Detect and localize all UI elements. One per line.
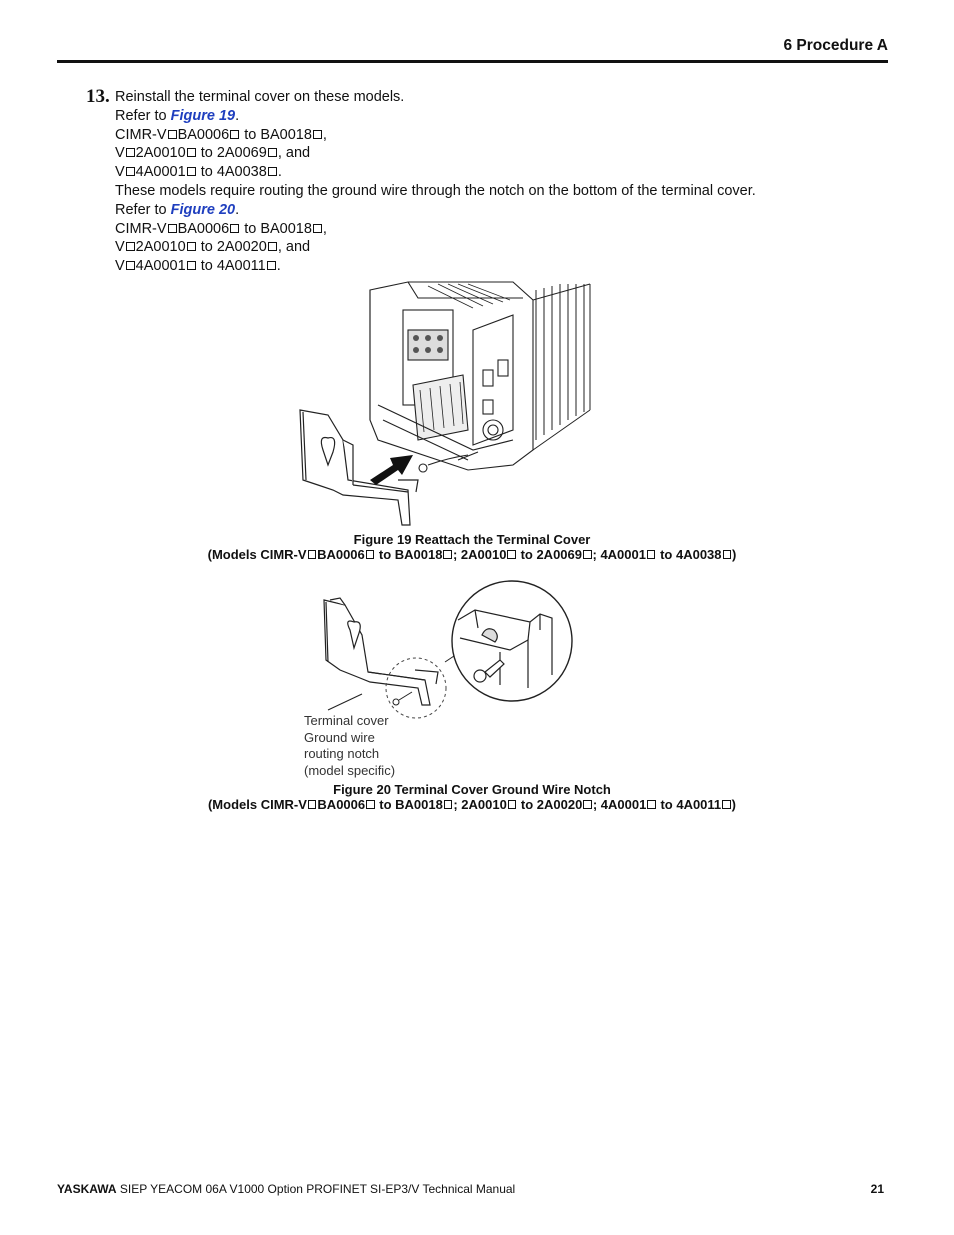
model-prefix: V (115, 164, 125, 181)
terminal-cover-callout (304, 713, 395, 779)
model-to: to 2A0020 (196, 239, 267, 256)
placeholder-box (308, 800, 317, 809)
callout-line: (model specific) (304, 762, 396, 778)
caption-text: to 4A0011 (656, 796, 722, 812)
figure-20-caption-title: Figure 20 Terminal Cover Ground Wire Notch (333, 782, 611, 797)
caption-text: ; 4A0001 (592, 796, 647, 812)
placeholder-box (647, 800, 656, 809)
model-from: 4A0001 (135, 164, 186, 181)
placeholder-box (168, 130, 177, 139)
placeholder-box (313, 224, 322, 233)
placeholder-box (126, 242, 135, 251)
refer-prefix: Refer to (115, 201, 171, 218)
placeholder-box (508, 800, 517, 809)
placeholder-box (507, 550, 516, 559)
caption-text: ; 2A0010 (453, 796, 507, 812)
placeholder-box (723, 550, 732, 559)
placeholder-box (583, 800, 592, 809)
caption-text: to 2A0020 (517, 796, 583, 812)
routing-note: These models require routing the ground wire through the notch on the bottom of the terminal cover. (115, 182, 756, 199)
figure-20-link[interactable]: Figure 20 (170, 201, 236, 218)
caption-text: (Models CIMR-V (207, 546, 307, 562)
caption-text: to BA0018 (375, 546, 443, 562)
model-from: 2A0010 (135, 239, 186, 256)
caption-text: BA0006 (317, 546, 365, 562)
placeholder-box (443, 550, 452, 559)
caption-text: ; 4A0001 (592, 546, 646, 562)
model-to: to BA0018 (240, 220, 312, 237)
placeholder-box (444, 800, 453, 809)
placeholder-box (187, 242, 196, 251)
model-prefix: V (115, 239, 125, 256)
model-prefix: CIMR-V (115, 220, 167, 237)
model-from: 4A0001 (135, 258, 186, 275)
model-to: to 4A0038 (196, 164, 267, 181)
model-suffix: , (322, 126, 327, 143)
caption-text: ) (731, 796, 737, 812)
page-number: 21 (870, 1182, 884, 1196)
model-suffix: , and (277, 145, 311, 162)
model-suffix: . (277, 164, 282, 181)
model-to: to BA0018 (240, 126, 312, 143)
model-line (115, 220, 875, 239)
model-line (115, 257, 875, 276)
figure-19-caption-title: Figure 19 Reattach the Terminal Cover (353, 532, 591, 547)
placeholder-box (268, 242, 277, 251)
placeholder-box (366, 800, 375, 809)
model-line (115, 163, 875, 182)
refer-suffix: . (235, 201, 240, 218)
instruction-text: Reinstall the terminal cover on these models. (115, 89, 405, 105)
callout-line: routing notch (304, 746, 380, 761)
caption-text: to 2A0069 (516, 546, 582, 562)
figure-19-caption (0, 533, 944, 562)
figure-19-link[interactable]: Figure 19 (170, 107, 236, 124)
caption-text: to BA0018 (375, 796, 443, 812)
step-number: 13. (86, 86, 110, 107)
placeholder-box (230, 224, 239, 233)
placeholder-box (722, 800, 731, 809)
placeholder-box (366, 550, 375, 559)
model-prefix: CIMR-V (115, 126, 167, 143)
refer-line-19 (115, 107, 875, 126)
refer-prefix: Refer to (115, 107, 171, 124)
model-prefix: V (115, 145, 125, 162)
placeholder-box (647, 550, 656, 559)
placeholder-box (187, 148, 196, 157)
caption-text: ) (732, 546, 737, 562)
model-suffix: . (276, 258, 281, 275)
callout-line: Ground wire (304, 729, 375, 745)
model-from: BA0006 (177, 126, 230, 143)
model-line (115, 238, 875, 257)
caption-text: (Models CIMR-V (207, 796, 307, 812)
section-title: 6 Procedure A (783, 37, 888, 54)
placeholder-box (126, 261, 135, 270)
refer-line-20 (115, 201, 875, 220)
model-suffix: , and (277, 239, 311, 256)
placeholder-box (308, 550, 317, 559)
model-suffix: , (322, 220, 327, 237)
refer-suffix: . (235, 107, 240, 124)
caption-text: BA0006 (317, 796, 366, 812)
figure-19-illustration (298, 280, 598, 530)
model-from: BA0006 (177, 220, 230, 237)
placeholder-box (268, 148, 277, 157)
header-rule (57, 60, 888, 63)
figure-20-caption-models (0, 798, 944, 813)
caption-text: ; 2A0010 (452, 546, 507, 562)
footer-doc-title (57, 1182, 515, 1196)
model-from: 2A0010 (135, 145, 186, 162)
placeholder-box (583, 550, 592, 559)
placeholder-box (267, 261, 276, 270)
figure-20-caption (0, 783, 944, 812)
footer-title: SIEP YEACOM 06A V1000 Option PROFINET SI-EP3/V Technical Manual (116, 1182, 516, 1196)
placeholder-box (187, 261, 196, 270)
figure-19-caption-models (0, 548, 944, 563)
step-body (115, 88, 875, 276)
placeholder-box (126, 148, 135, 157)
model-to: to 4A0011 (196, 258, 266, 275)
model-line (115, 126, 875, 145)
placeholder-box (268, 167, 277, 176)
placeholder-box (168, 224, 177, 233)
callout-line: Terminal cover (304, 713, 389, 728)
model-to: to 2A0069 (196, 145, 267, 162)
placeholder-box (187, 167, 196, 176)
footer-brand: YASKAWA (57, 1182, 117, 1196)
caption-text: to 4A0038 (656, 546, 722, 562)
model-line (115, 144, 875, 163)
model-prefix: V (115, 258, 125, 275)
placeholder-box (230, 130, 239, 139)
figure-20-illustration (300, 580, 580, 720)
placeholder-box (313, 130, 322, 139)
placeholder-box (126, 167, 135, 176)
